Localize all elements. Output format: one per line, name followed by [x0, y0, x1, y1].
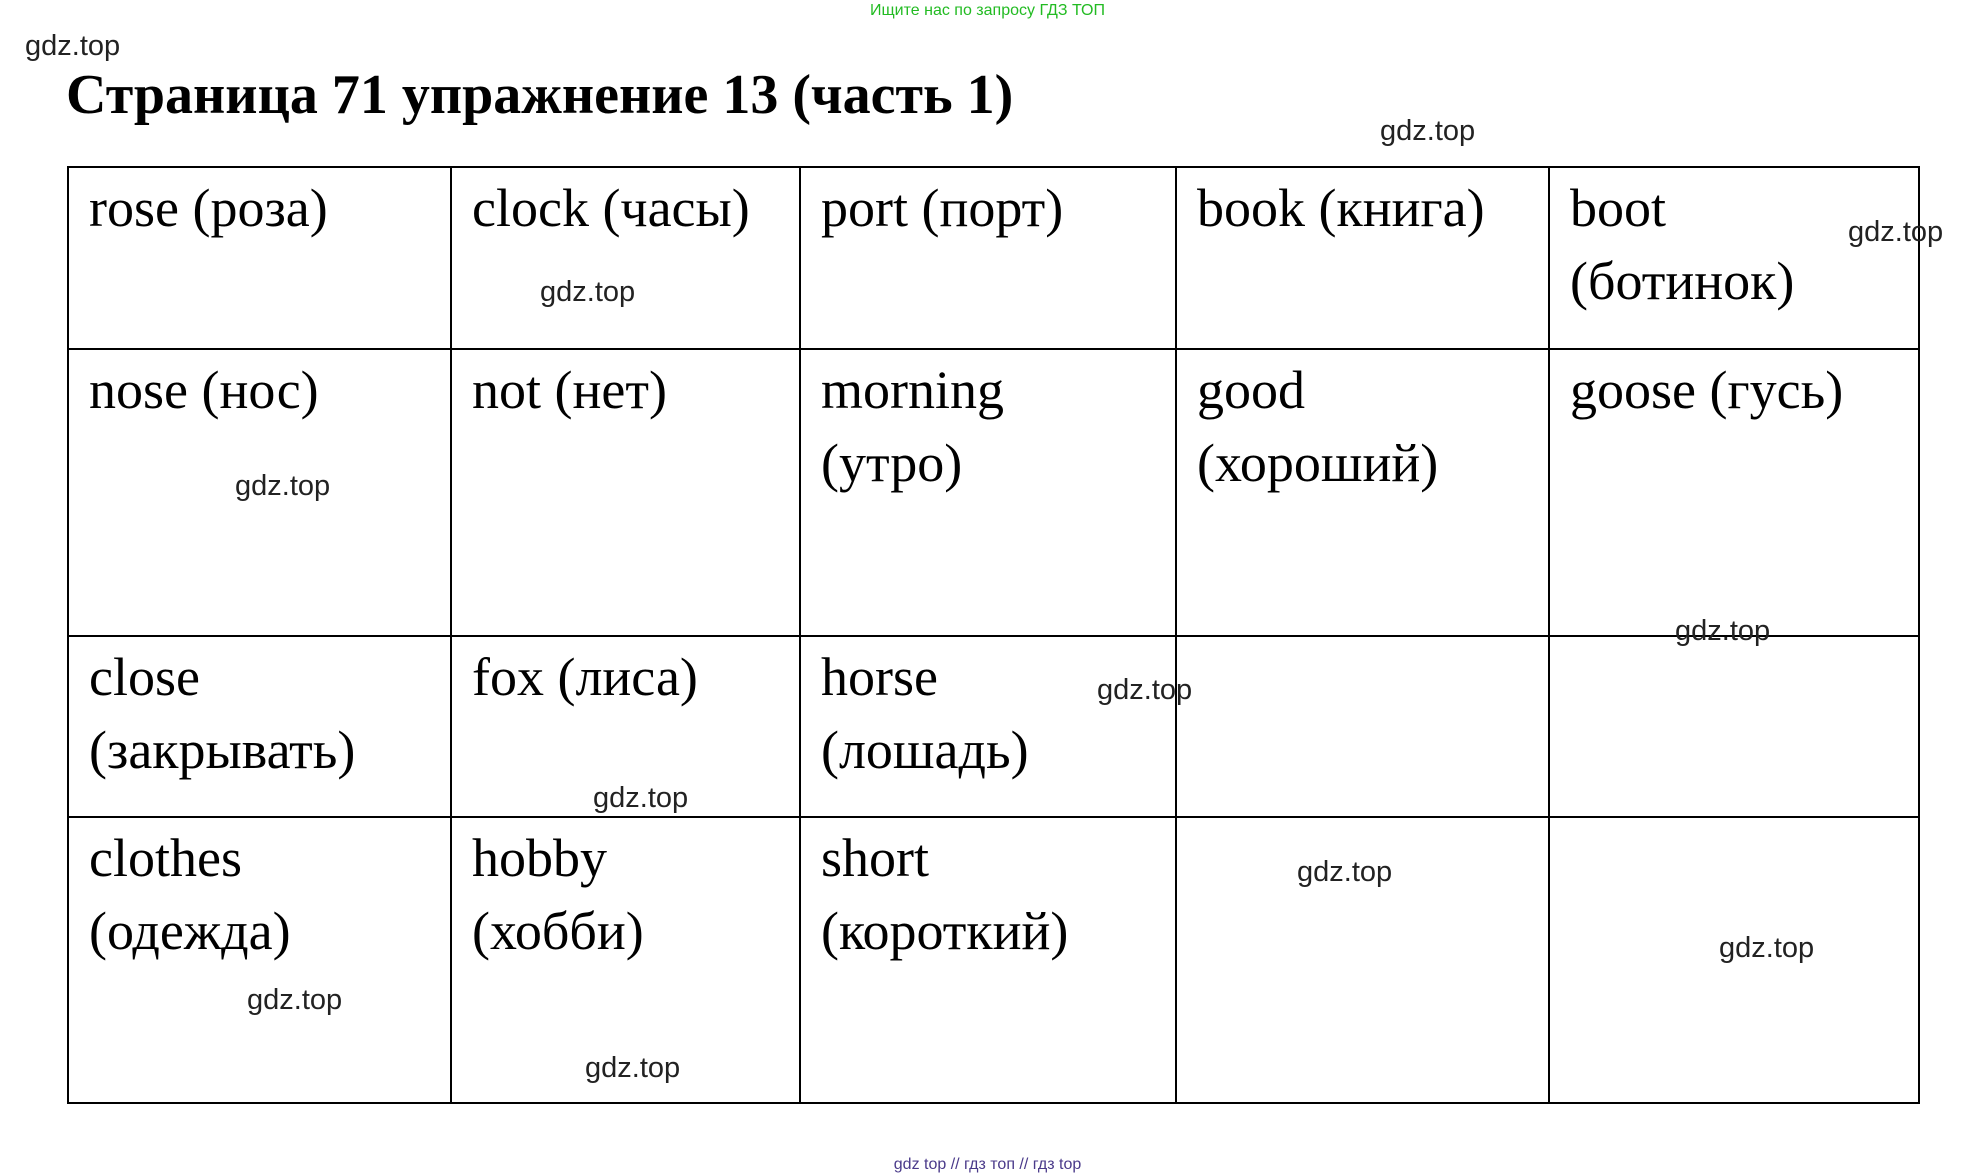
- watermark: gdz.top: [540, 276, 636, 308]
- table-row: [68, 349, 1919, 636]
- table-cell: close (закрывать): [68, 636, 451, 817]
- header-note: Ищите нас по запросу ГДЗ ТОП: [870, 2, 1105, 19]
- table-cell: horse (лошадь): [800, 636, 1176, 817]
- table-cell: good (хороший): [1176, 349, 1549, 636]
- table-cell: [1176, 636, 1549, 817]
- watermark: gdz.top: [585, 1052, 681, 1084]
- table-cell: fox (лиса): [451, 636, 800, 817]
- page-title: Страница 71 упражнение 13 (часть 1): [66, 64, 1014, 126]
- table-cell: not (нет): [451, 349, 800, 636]
- footer-note: gdz top // гдз топ // гдз top: [893, 1156, 1082, 1173]
- watermark: gdz.top: [1297, 856, 1393, 888]
- watermark: gdz.top: [1675, 615, 1771, 647]
- table-cell: clock (часы): [451, 167, 800, 349]
- vocabulary-table: [67, 166, 1920, 1104]
- table-cell: morning (утро): [800, 349, 1176, 636]
- watermark: gdz.top: [593, 782, 689, 814]
- table-cell: [1549, 636, 1919, 817]
- table-cell: hobby (хобби): [451, 817, 800, 1103]
- table-cell: rose (роза): [68, 167, 451, 349]
- table-cell: port (порт): [800, 167, 1176, 349]
- watermark: gdz.top: [235, 470, 331, 502]
- table-cell: goose (гусь): [1549, 349, 1919, 636]
- watermark: gdz.top: [1097, 674, 1193, 706]
- watermark: gdz.top: [1380, 115, 1476, 147]
- table-cell: short (короткий): [800, 817, 1176, 1103]
- watermark: gdz.top: [25, 30, 121, 62]
- table-cell: book (книга): [1176, 167, 1549, 349]
- table-row: [68, 167, 1919, 349]
- watermark: gdz.top: [1719, 932, 1815, 964]
- watermark: gdz.top: [1848, 216, 1944, 248]
- table-cell: nose (нос): [68, 349, 451, 636]
- table-cell: boot (ботинок): [1549, 167, 1919, 349]
- watermark: gdz.top: [247, 984, 343, 1016]
- table-cell: clothes (одежда): [68, 817, 451, 1103]
- table-row: [68, 636, 1919, 817]
- table-row: [68, 817, 1919, 1103]
